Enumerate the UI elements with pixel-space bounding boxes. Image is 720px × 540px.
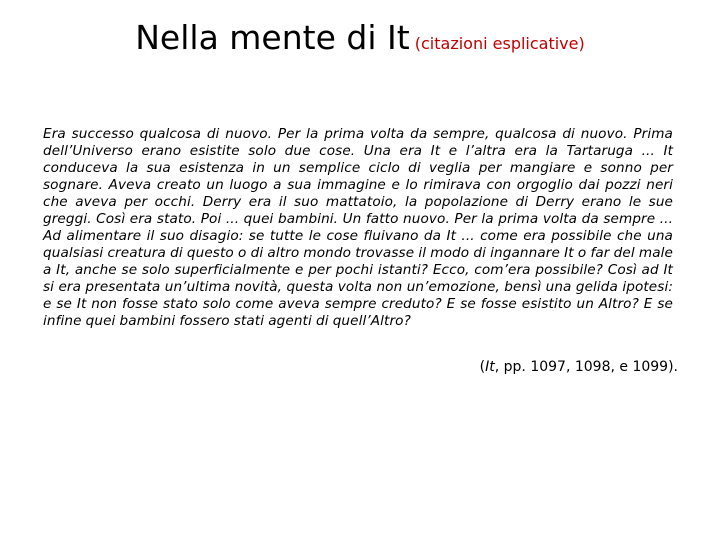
title-main: Nella mente di It (135, 18, 410, 57)
citation-book-title: It (485, 359, 495, 375)
citation-open-paren: ( (479, 359, 486, 375)
slide-title (0, 16, 720, 66)
citation-pages: , pp. 1097, 1098, e 1099). (494, 359, 678, 375)
citation (480, 357, 678, 377)
title-subtitle: (citazioni esplicative) (414, 34, 585, 53)
quote-paragraph: Era successo qualcosa di nuovo. Per la prima volta da sempre, qualcosa di nuovo. Prima dell’Universo erano esistite solo due cose. Una era It e l’altra era la Tartaruga ... It conduceva la sua esistenza in un semplice ciclo di veglia per mangiare e sonno per sognare. Aveva creato un luogo a sua immagine e lo rimirava con orgoglio dai pozzi neri che aveva per occhi. Derry era il suo mattatoio, la popolazione di Derry erano le sue greggi. Così era stato. Poi ... quei bambini. Un fatto nuovo. Per la prima volta da sempre ... Ad alimentare il suo disagio: se tutte le cose fluivano da It ... come era possibile che una qualsiasi creatura di questo o di altro mondo trovasse il modo di ingannare It o far del male a It, anche se solo superficialmente e per pochi istanti? Ecco, com’era possibile? Così ad It si era presentata un’ultima novità, questa volta non un’emozione, bensì una gelida ipotesi: e se It non fosse stato solo come aveva sempre creduto? E se fosse esistito un Altro? E se infine quei bambini fossero stati agenti di quell’Altro? (43, 126, 673, 329)
